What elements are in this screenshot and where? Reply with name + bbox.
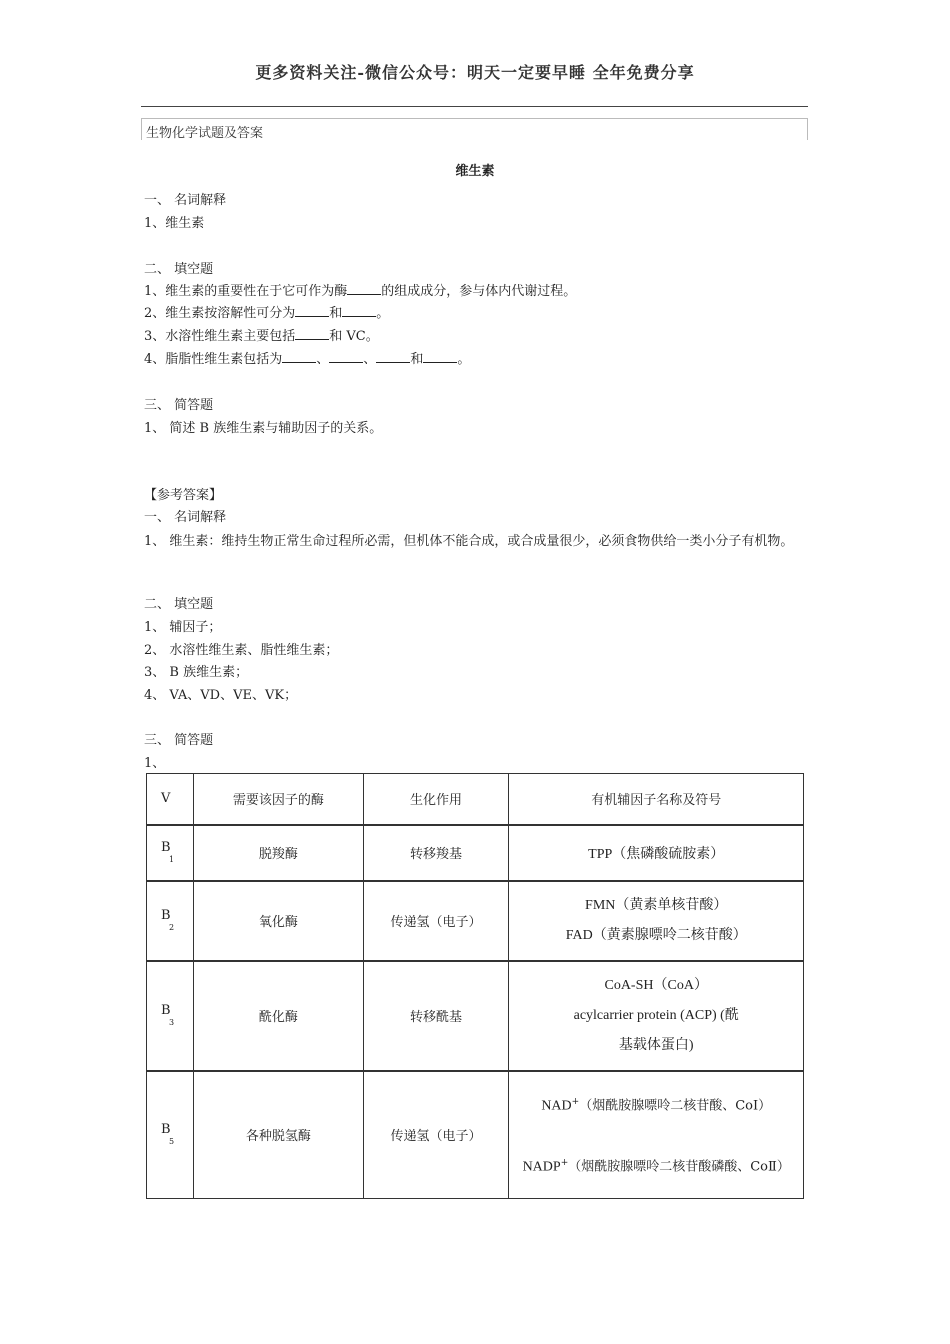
header-cell: 生化作用 bbox=[363, 774, 509, 825]
vitamin-subscript: 2 bbox=[169, 923, 175, 932]
banner-text: 更多资料关注-微信公众号：明天一定要早睡 全年免费分享 bbox=[255, 63, 695, 82]
q-s3-item1: 1、 简述 B 族维生素与辅助因子的关系。 bbox=[144, 421, 383, 436]
vitamin-subscript: 3 bbox=[169, 1018, 175, 1027]
q-s2-item2-part-c: 。 bbox=[376, 306, 390, 321]
q-s2-item4 bbox=[144, 351, 470, 369]
end-mark: 。 bbox=[457, 352, 471, 367]
q-s2-heading: 二、 填空题 bbox=[144, 262, 214, 277]
vitamin-subscript: 1 bbox=[169, 855, 175, 864]
a-s2-item2: 2、 水溶性维生素、脂性维生素； bbox=[144, 643, 339, 658]
q-s2-item1-part-a: 1、维生素的重要性在于它可作为酶 bbox=[144, 284, 348, 299]
a-s3-item1: 1、 bbox=[144, 756, 166, 771]
header-cell: V bbox=[147, 774, 194, 825]
vitamin-subscript: 5 bbox=[169, 1137, 175, 1147]
q-s2-item3 bbox=[144, 328, 379, 346]
vitamin-letter: B bbox=[161, 1003, 171, 1018]
fill-blank bbox=[342, 305, 376, 317]
a-s1-heading: 一、 名词解释 bbox=[144, 510, 227, 525]
header-cell: 有机辅因子名称及符号 bbox=[509, 774, 804, 825]
role-cell: 传递氢（电子） bbox=[363, 881, 509, 961]
vitamin-letter: B bbox=[161, 908, 171, 923]
fill-blank bbox=[295, 328, 329, 340]
fill-blank bbox=[423, 351, 457, 363]
cofactor-cell bbox=[509, 825, 804, 881]
enzyme-cell: 各种脱氢酶 bbox=[193, 1071, 363, 1199]
q-s1-item1: 1、维生素 bbox=[144, 216, 205, 231]
q-s3-heading: 三、 简答题 bbox=[144, 398, 214, 413]
cofactor-cell bbox=[509, 881, 804, 961]
separator: 、 bbox=[363, 352, 377, 367]
q-s1-heading: 一、 名词解释 bbox=[144, 193, 227, 208]
conjunction: 和 bbox=[410, 352, 424, 367]
q-s2-item1 bbox=[144, 283, 576, 301]
q-s2-item4-part-a: 4、脂脂性维生素包括为 bbox=[144, 352, 283, 367]
fill-blank bbox=[282, 351, 316, 363]
enzyme-cell: 酰化酶 bbox=[193, 961, 363, 1071]
fill-blank bbox=[347, 283, 381, 295]
table-row bbox=[147, 881, 804, 961]
fill-blank bbox=[376, 351, 410, 363]
cofactor-line: CoA-SH（CoA） bbox=[604, 977, 708, 993]
q-s2-item2 bbox=[144, 305, 389, 323]
section-title: 维生素 bbox=[455, 164, 495, 179]
q-s2-item1-part-b: 的组成成分，参与体内代谢过程。 bbox=[381, 284, 577, 299]
cofactor-symbol: NAD bbox=[541, 1098, 572, 1114]
vitamin-letter: B bbox=[161, 840, 171, 855]
doc-title-box bbox=[141, 118, 808, 140]
header-cell: 需要该因子的酶 bbox=[193, 774, 363, 825]
header-divider bbox=[141, 106, 808, 107]
vitamin-table bbox=[146, 773, 804, 1199]
table-row bbox=[147, 825, 804, 881]
a-s2-item1: 1、 辅因子； bbox=[144, 620, 222, 635]
cofactor-line bbox=[513, 1074, 799, 1134]
q-s2-item3-part-a: 3、水溶性维生素主要包括 bbox=[144, 329, 296, 344]
cofactor-line bbox=[513, 1135, 799, 1195]
a-s3-heading: 三、 简答题 bbox=[144, 733, 214, 748]
cofactor-symbol: NADP bbox=[522, 1159, 561, 1175]
vitamin-cell bbox=[147, 1071, 194, 1199]
table-header-row bbox=[147, 774, 804, 825]
cofactor-cell bbox=[509, 961, 804, 1071]
cofactor-line: 基载体蛋白) bbox=[618, 1037, 694, 1053]
a-s2-item4: 4、 VA、VD、VE、VK； bbox=[144, 688, 298, 703]
q-s2-item3-part-b: 和 VC。 bbox=[329, 329, 379, 344]
a-s2-item3: 3、 B 族维生素； bbox=[144, 665, 249, 680]
fill-blank bbox=[295, 305, 329, 317]
separator: 、 bbox=[316, 352, 330, 367]
fill-blank bbox=[329, 351, 363, 363]
role-cell: 传递氢（电子） bbox=[363, 1071, 509, 1199]
cofactor-superscript: + bbox=[560, 1157, 569, 1168]
cofactor-line: FMN（黄素单核苷酸） bbox=[585, 897, 728, 913]
table-row bbox=[147, 1071, 804, 1199]
table-row bbox=[147, 961, 804, 1071]
vitamin-letter: B bbox=[161, 1122, 171, 1138]
role-cell: 转移羧基 bbox=[363, 825, 509, 881]
enzyme-cell: 脱羧酶 bbox=[193, 825, 363, 881]
cofactor-superscript: + bbox=[571, 1097, 580, 1108]
vitamin-cell bbox=[147, 881, 194, 961]
q-s2-item2-part-a: 2、维生素按溶解性可分为 bbox=[144, 306, 296, 321]
cofactor-name: （烟酰胺腺嘌呤二核苷酸磷酸、CoⅡ） bbox=[568, 1159, 790, 1175]
a-s1-item1: 1、 维生素：维持生物正常生命过程所必需，但机体不能合成，或合成量很少，必须食物供给一类小分子有机物。 bbox=[144, 534, 794, 549]
q-s2-item2-part-b: 和 bbox=[329, 306, 343, 321]
cofactor-line: acylcarrier protein (ACP) (酰 bbox=[573, 1007, 739, 1023]
role-cell: 转移酰基 bbox=[363, 961, 509, 1071]
vitamin-cell bbox=[147, 961, 194, 1071]
cofactor-name: （烟酰胺腺嘌呤二核苷酸、CoⅠ） bbox=[579, 1098, 772, 1114]
cofactor-line: FAD（黄素腺嘌呤二核苷酸） bbox=[565, 927, 747, 943]
answers-heading: 【参考答案】 bbox=[144, 488, 223, 503]
cofactor-cell bbox=[509, 1071, 804, 1199]
doc-title: 生物化学试题及答案 bbox=[146, 126, 264, 141]
vitamin-cell bbox=[147, 825, 194, 881]
cofactor-line: TPP（焦磷酸硫胺素） bbox=[588, 846, 725, 862]
a-s2-heading: 二、 填空题 bbox=[144, 597, 214, 612]
enzyme-cell: 氧化酶 bbox=[193, 881, 363, 961]
